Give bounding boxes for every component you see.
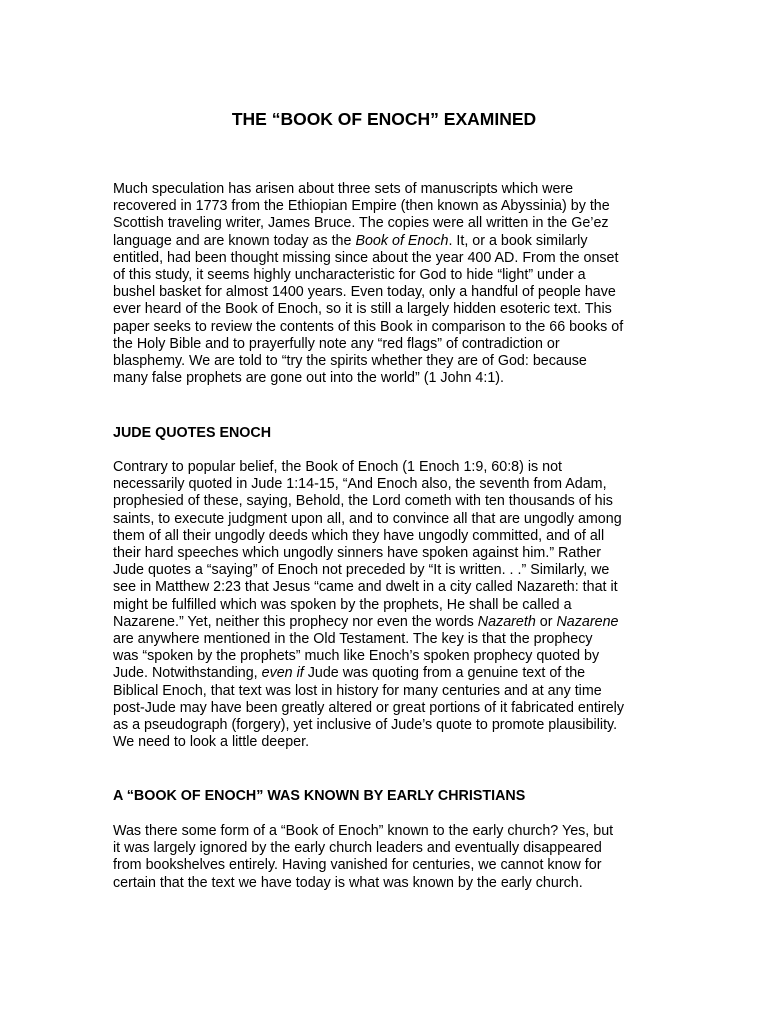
text-line: them of all their ungodly deeds which they have ungodly committed, and of all [113,527,605,544]
text-line: Jude quotes a “saying” of Enoch not preceded by “It is written. . .” Similarly, we [113,562,610,579]
text-line: We need to look a little deeper. [113,734,310,751]
text-line: certain that the text we have today is what was known by the early church. [113,874,583,891]
text-line: blasphemy. We are told to “try the spirits whether they are of God: because [113,353,587,370]
text-line: the Holy Bible and to prayerfully note any “red flags” of contradiction or [113,335,560,352]
italic-text: Nazareth [477,613,536,630]
text-line: of this study, it seems highly uncharacteristic for God to hide “light” under a [113,267,586,284]
text-line: Much speculation has arisen about three sets of manuscripts which were [113,181,574,197]
text-line: many false prophets are gone out into the world” (1 John 4:1). [113,370,505,387]
text-line: was “spoken by the prophets” much like Enoch’s spoken prophecy quoted by [113,648,600,665]
text-line: ever heard of the Book of Enoch, so it is still a largely hidden esoteric text. This [113,301,612,318]
intro-paragraph [113,181,661,387]
italic-text: even if [261,665,304,682]
text-line: Scottish traveling writer, James Bruce. The copies were all written in the Ge’ez [113,215,609,232]
text-line: paper seeks to review the contents of this Book in comparison to the 66 books of [113,318,624,335]
text-line: Was there some form of a “Book of Enoch” known to the early church? Yes, but [113,823,614,839]
text-line: bushel basket for almost 1400 years. Even today, only a handful of people have [113,284,616,301]
text-line: from bookshelves entirely. Having vanished for centuries, we cannot know for [113,857,602,874]
text-line: see in Matthew 2:23 that Jesus “came and dwelt in a city called Nazareth: that it [113,579,618,596]
text-line: Nazarene.” Yet, neither this prophecy nor even the words Nazareth or Nazarene [113,613,619,630]
section-heading-jude-quotes-enoch: JUDE QUOTES ENOCH [113,425,272,441]
text-line: post-Jude may have been greatly altered or great portions of it fabricated entirely [113,699,625,716]
text-line: language and are known today as the Book of Enoch. It, or a book similarly [113,232,588,249]
text-line: as a pseudograph (forgery), yet inclusive of Jude’s quote to promote plausibility. [113,717,618,734]
early-church-paragraph [113,823,661,892]
text-line: are anywhere mentioned in the Old Testament. The key is that the prophecy [113,631,593,648]
text-line: it was largely ignored by the early church leaders and eventually disappeared [113,840,602,857]
jude-paragraph [113,459,661,751]
text-line: prophesied of these, saying, Behold, the Lord cometh with ten thousands of his [113,493,613,510]
italic-text: Nazarene [556,613,619,630]
text-line: their hard speeches which ungodly sinners have spoken against him.” Rather [113,545,601,562]
text-line: Contrary to popular belief, the Book of Enoch (1 Enoch 1:9, 60:8) is not [113,459,563,475]
italic-text: Book of Enoch [355,232,449,249]
text-line: saints, to execute judgment upon all, and to convince all that are ungodly among [113,510,622,527]
text-line: might be fulfilled which was spoken by the prophets, He shall be called a [113,596,572,613]
text-line: entitled, had been thought missing since about the year 400 AD. From the onset [113,249,619,266]
text-line: Biblical Enoch, that text was lost in history for many centuries and at any time [113,682,602,699]
text-line: Jude. Notwithstanding, even if Jude was quoting from a genuine text of the [113,665,586,682]
section-heading-known-by-early-christians: A “BOOK OF ENOCH” WAS KNOWN BY EARLY CHRISTIANS [113,788,526,804]
text-line: recovered in 1773 from the Ethiopian Empire (then known as Abyssinia) by the [113,198,610,215]
text-line: necessarily quoted in Jude 1:14-15, “And Enoch also, the seventh from Adam, [113,476,607,493]
document-title: THE “BOOK OF ENOCH” EXAMINED [231,109,537,129]
